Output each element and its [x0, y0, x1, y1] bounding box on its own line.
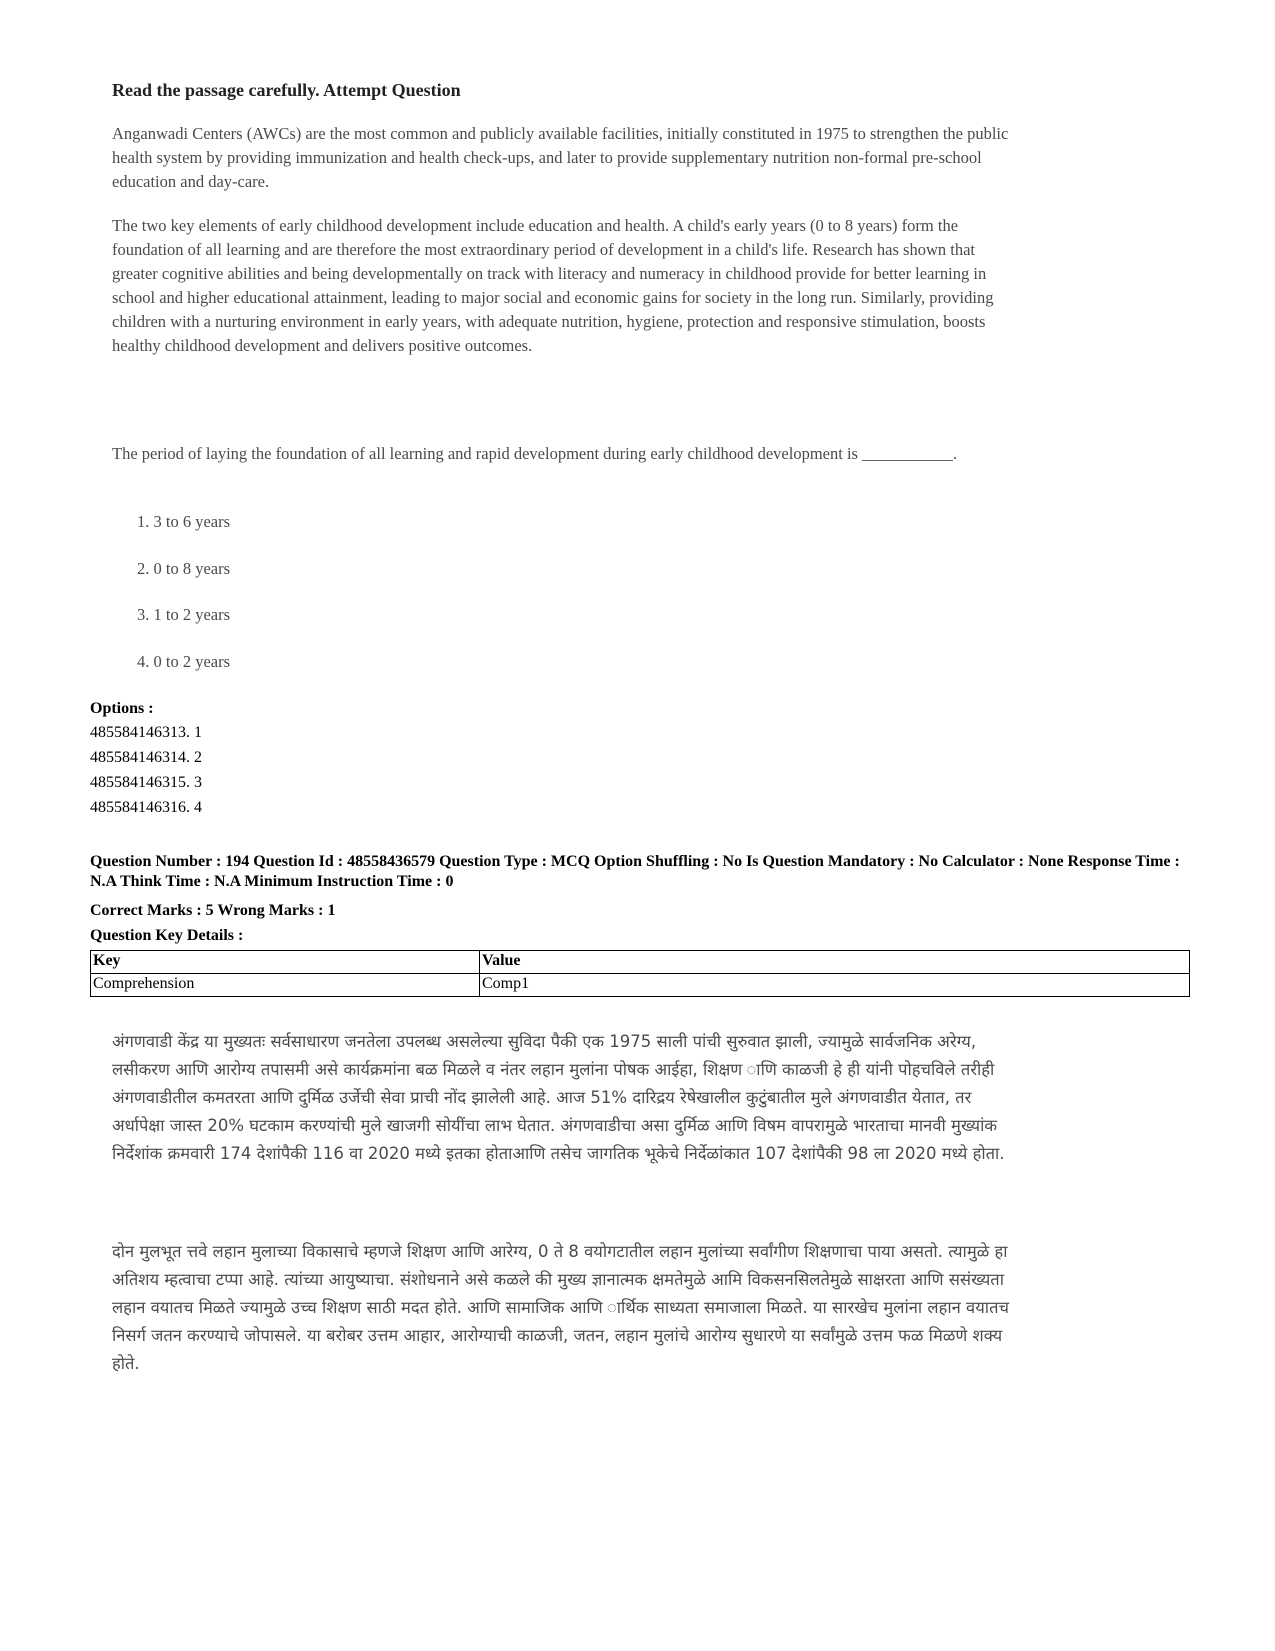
table-row — [91, 974, 1190, 997]
option-id-line: 485584146314. 2 — [90, 749, 202, 766]
passage-heading: Read the passage carefully. Attempt Question — [112, 80, 461, 100]
table-cell-key: Comprehension — [91, 974, 480, 997]
passage-image — [100, 72, 1040, 682]
passage-paragraph-2: The two key elements of early childhood development include education and health. A child's early years (0 to 8 years) form the foundation of all learning and are therefore the most extraordinary period of development in a child's life. Research has shown that greater cognitive abilities and being developmentally on track with literacy and numeracy in childhood provide for better learning in school and higher educational attainment, leading to major social and economic gains for society in the long run. Similarly, providing children with a nurturing environment in early years, with adequate nutrition, hygiene, protection and responsive stimulation, boosts healthy childhood development and delivers positive outcomes. — [112, 216, 994, 355]
key-details-table — [90, 950, 1190, 997]
marks-info: Correct Marks : 5 Wrong Marks : 1 — [90, 902, 336, 919]
table-cell-value: Comp1 — [480, 974, 1190, 997]
marathi-paragraph-1: अंगणवाडी केंद्र या मुख्यतः सर्वसाधारण जनतेला उपलब्ध असलेल्या सुविदा पैकी एक 1975 साली पांची सुरुवात झाली, ज्यामुळे सार्वजनिक अरेग्य, लसीकरण आणि आरोग्य तपासमी असे कार्यक्रमांना बळ मिळले व नंतर लहान मुलांना पोषक आईहा, शिक्षण ाणि काळजी हे ही यांनी पोहचविले तरीही अंगणवाडीतील कमतरता आणि दुर्मिळ उर्जेची सेवा प्राची नोंद झालेली आहे. आज 51% दारिद्रय रेषेखालील कुटुंबातील मुले अंगणवाडीत येतात, तर अर्धापेक्षा जास्त 20% घटकाम करण्यांची मुले खाजगी सोयींचा लाभ घेतात. अंगणवाडीचा असा दुर्मिळ आणि विषम वापरामुळे भारताचा मानवी मुख्यांक निर्देशांक क्रमवारी 174 देशांपैकी 116 वा 2020 मध्ये इतका होताआणि तसेच जागतिक भूकेचे निर्देळांकात 107 देशांपैकी 98 ला 2020 मध्ये होता. — [112, 1032, 1005, 1163]
table-header-row — [91, 951, 1190, 974]
marathi-paragraph-2: दोन मुलभूत त्तवे लहान मुलाच्या विकासाचे म्हणजे शिक्षण आणि आरेग्य, 0 ते 8 वयोगटातील लहान मुलांच्या सर्वांगीण शिक्षणाचा पाया असतो. त्यामुळे हा अतिशय म्हत्वाचा टप्पा आहे. त्यांच्या आयुष्याचा. संशोधनाने असे कळले की मुख्य ज्ञानात्मक क्षमतेमुळे आमि विकसनसिलतेमुळे साक्षरता आणि ससंख्यता लहान वयातच मिळते ज्यामुळे उच्च शिक्षण साठी मदत होते. आणि सामाजिक आणि ार्थिक साध्यता समाजाला मिळते. या सारखेच मुलांना लहान वयातच निसर्ग जतन करण्याचे जोपासले. या बरोबर उत्तम आहार, आरोग्याची काळजी, जतन, लहान मुलांचे आरोग्य सुधारणे या सर्वांमुळे उत्तम फळ मिळणे शक्य होते. — [112, 1242, 1009, 1373]
key-details-label: Question Key Details : — [90, 927, 244, 944]
answer-choice-1: 1. 3 to 6 years — [137, 512, 231, 531]
answer-choice-3: 3. 1 to 2 years — [137, 605, 231, 624]
option-id-line: 485584146313. 1 — [90, 724, 202, 741]
answer-choice-4: 4. 0 to 2 years — [137, 652, 231, 671]
options-label: Options : — [90, 700, 154, 717]
question-details: Question Number : 194 Question Id : 48558436579 Question Type : MCQ Option Shuffling : No Is Question Mandatory : No Calculator : None Response Time : N.A Think Time : N.A Minimum Instruction Time : 0 — [90, 853, 1180, 890]
answer-choice-2: 2. 0 to 8 years — [137, 559, 231, 578]
option-id-line: 485584146315. 3 — [90, 774, 202, 791]
table-header-value: Value — [480, 951, 1190, 974]
option-id-line: 485584146316. 4 — [90, 799, 202, 816]
passage-paragraph-1: Anganwadi Centers (AWCs) are the most common and publicly available facilities, initially constituted in 1975 to strengthen the public health system by providing immunization and health check-ups, and later to provide supplementary nutrition non-formal pre-school education and day-care. — [112, 124, 1009, 191]
question-text: The period of laying the foundation of all learning and rapid development during early childhood development is ___________. — [112, 444, 957, 463]
table-header-key: Key — [91, 951, 480, 974]
marathi-passage-image — [100, 1020, 1040, 1400]
